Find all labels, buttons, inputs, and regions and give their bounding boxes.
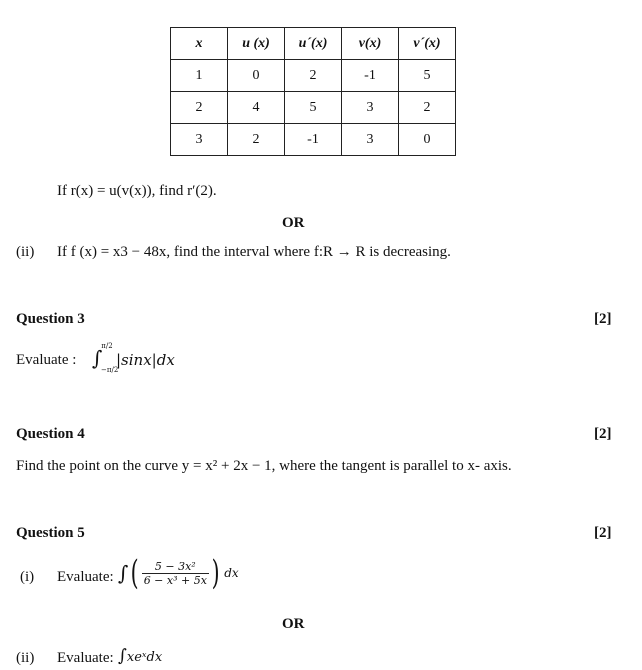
right-paren-icon: ) bbox=[211, 553, 220, 593]
q4-text: Find the point on the curve y = x² + 2x − 1, where the tangent is parallel to x- axis. bbox=[16, 458, 512, 474]
q2-or-separator: OR bbox=[282, 215, 305, 231]
table-cell: 2 bbox=[285, 60, 342, 92]
q5-numerator: 5 − 3x² bbox=[142, 560, 209, 574]
table-cell: 0 bbox=[399, 124, 456, 156]
q5-part-i-integral bbox=[118, 553, 239, 598]
q5-part-ii-label: (ii) bbox=[16, 650, 35, 666]
q5-denominator: 6 − x³ + 5x bbox=[143, 573, 207, 587]
table-header-row bbox=[171, 28, 456, 60]
table-cell: 3 bbox=[171, 124, 228, 156]
table-header-cell: u´(x) bbox=[285, 28, 342, 60]
table-cell: -1 bbox=[342, 60, 399, 92]
table-cell: 0 bbox=[228, 60, 285, 92]
table-cell: -1 bbox=[285, 124, 342, 156]
table-cell: 1 bbox=[171, 60, 228, 92]
question-5-title: Question 5 bbox=[16, 525, 85, 541]
table-cell: 2 bbox=[399, 92, 456, 124]
question-4-marks: [2] bbox=[594, 426, 612, 442]
table-cell: 5 bbox=[399, 60, 456, 92]
q5-part-i-evaluate: Evaluate: bbox=[57, 569, 114, 585]
table-cell: 5 bbox=[285, 92, 342, 124]
q5-part-ii-integral bbox=[118, 646, 162, 666]
table-row bbox=[171, 124, 456, 156]
q5-fraction bbox=[142, 560, 209, 587]
q3-upper-limit: π/2 bbox=[101, 342, 113, 350]
table-header-cell: u (x) bbox=[228, 28, 285, 60]
question-4-title: Question 4 bbox=[16, 426, 85, 442]
table-cell: 2 bbox=[171, 92, 228, 124]
q3-evaluate-label: Evaluate : bbox=[16, 352, 77, 368]
table-row bbox=[171, 60, 456, 92]
question-3-marks: [2] bbox=[594, 311, 612, 327]
integral-sign-icon: ∫ bbox=[118, 646, 127, 666]
q3-integral bbox=[92, 340, 202, 380]
integral-sign-icon: ∫ bbox=[92, 346, 103, 370]
q2-part-ii-text: If f (x) = x3 − 48x, find the interval where f:R → R is decreasing. bbox=[57, 244, 451, 260]
q5-part-ii-integrand: xeˣdx bbox=[126, 650, 163, 665]
q3-lower-limit: −π/2 bbox=[101, 366, 119, 374]
table-cell: 2 bbox=[228, 124, 285, 156]
question-3-title: Question 3 bbox=[16, 311, 85, 327]
table-cell: 3 bbox=[342, 92, 399, 124]
table-header-cell: v(x) bbox=[342, 28, 399, 60]
q5-part-i-dx: dx bbox=[224, 566, 239, 580]
q5-or-separator: OR bbox=[282, 616, 305, 632]
integral-sign-icon: ∫ bbox=[118, 561, 129, 585]
q2-part-ii-label: (ii) bbox=[16, 244, 35, 260]
left-paren-icon: ( bbox=[131, 553, 140, 593]
table-cell: 4 bbox=[228, 92, 285, 124]
q5-part-ii-evaluate: Evaluate: bbox=[57, 650, 114, 666]
q2-part-i-text: If r(x) = u(v(x)), find r′(2). bbox=[57, 183, 217, 199]
table-row bbox=[171, 92, 456, 124]
values-table bbox=[170, 27, 456, 156]
question-5-marks: [2] bbox=[594, 525, 612, 541]
q5-part-i-label: (i) bbox=[20, 569, 35, 585]
table-header-cell: v´(x) bbox=[399, 28, 456, 60]
q3-integrand: |sinx|dx bbox=[116, 351, 175, 369]
table-cell: 3 bbox=[342, 124, 399, 156]
table-header-cell: x bbox=[171, 28, 228, 60]
